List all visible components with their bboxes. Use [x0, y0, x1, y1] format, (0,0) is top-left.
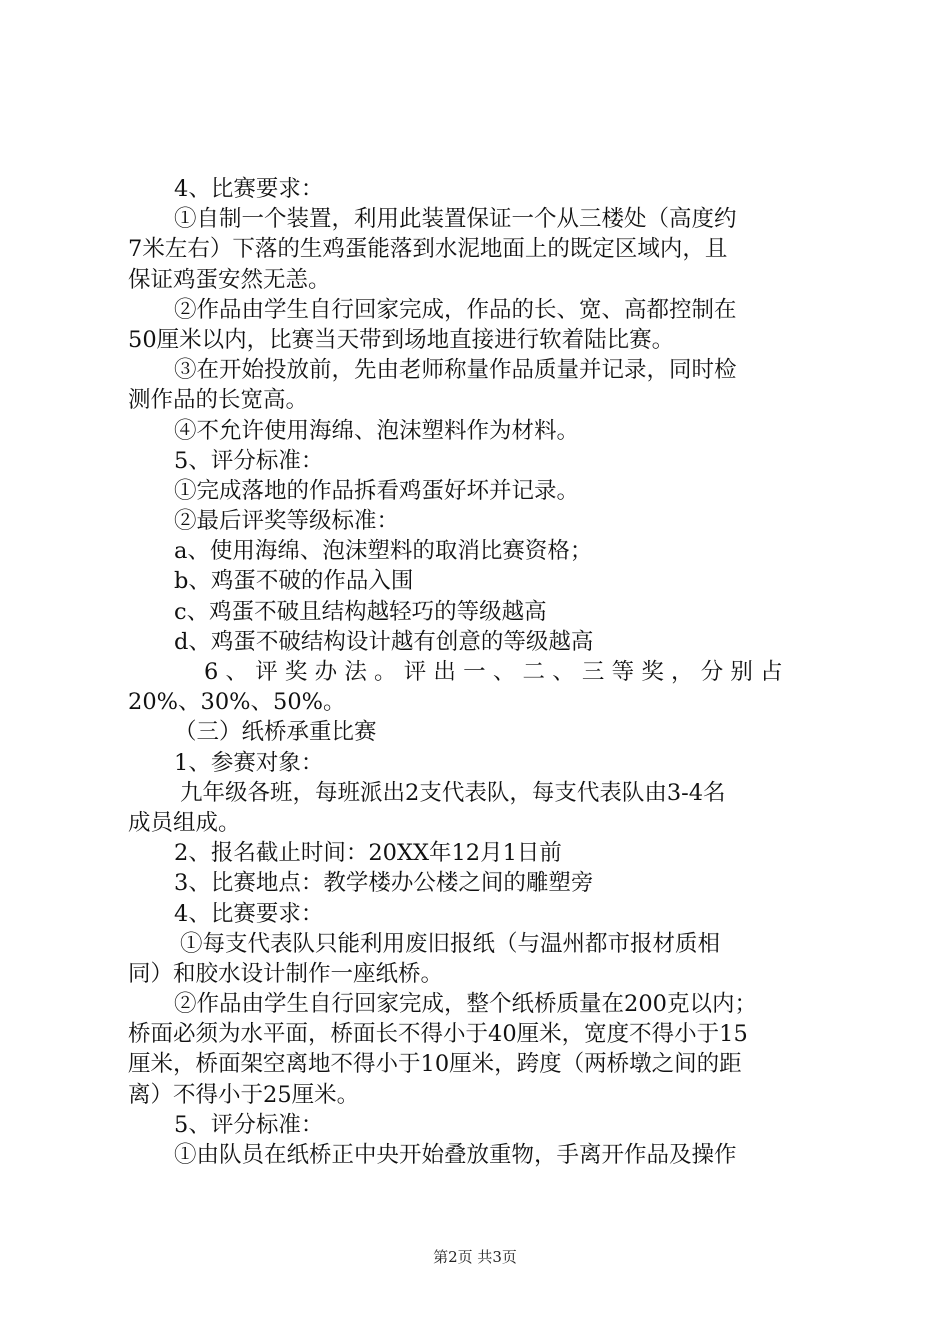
text-line: ①由队员在纸桥正中央开始叠放重物，手离开作品及操作 [174, 1142, 737, 1168]
section-heading: （三）纸桥承重比赛 [174, 719, 377, 746]
text-line: 3、比赛地点：教学楼办公楼之间的雕塑旁 [174, 870, 594, 897]
text-line: 离）不得小于25厘米。 [128, 1081, 360, 1108]
page-footer: 第2页 共3页 [433, 1248, 517, 1266]
text-line: ③在开始投放前，先由老师称量作品质量并记录，同时检 [174, 357, 737, 384]
text-line: 2、报名截止时间：20XX年12月1日前 [174, 840, 562, 867]
text-line: 5、评分标准： [174, 1111, 324, 1138]
text-line: 4、比赛要求： [174, 176, 324, 202]
text-line: 20%、30%、50%。 [128, 689, 346, 716]
text-line: ②最后评奖等级标准： [174, 508, 400, 535]
text-line: ①自制一个装置，利用此装置保证一个从三楼处（高度约 [174, 206, 737, 233]
text-line: a、使用海绵、泡沫塑料的取消比赛资格； [174, 538, 593, 565]
text-line: ①完成落地的作品拆看鸡蛋好坏并记录。 [174, 477, 580, 504]
text-line: 6、评奖办法。评出一、二、三等奖，分别占 [204, 659, 790, 685]
text-line: 成员组成。 [128, 809, 241, 836]
text-line: 5、评分标准： [174, 447, 324, 474]
text-line: 九年级各班，每班派出2支代表队，每支代表队由3-4名 [180, 779, 726, 806]
text-line: 测作品的长宽高。 [128, 387, 309, 414]
text-line: ④不允许使用海绵、泡沫塑料作为材料。 [174, 417, 580, 444]
text-line: ①每支代表队只能利用废旧报纸（与温州都市报材质相 [180, 930, 721, 957]
text-line: 50厘米以内，比赛当天带到场地直接进行软着陆比赛。 [128, 326, 675, 353]
text-line: d、鸡蛋不破结构设计越有创意的等级越高 [174, 628, 594, 655]
text-line: 4、比赛要求： [174, 900, 324, 927]
text-line: 同）和胶水设计制作一座纸桥。 [128, 960, 444, 987]
text-line: 7米左右）下落的生鸡蛋能落到水泥地面上的既定区域内，且 [128, 236, 728, 263]
text-line: 桥面必须为水平面，桥面长不得小于40厘米，宽度不得小于15 [128, 1021, 748, 1048]
text-line: c、鸡蛋不破且结构越轻巧的等级越高 [174, 598, 547, 625]
text-line: ②作品由学生自行回家完成，作品的长、宽、高都控制在 [174, 296, 737, 323]
text-line: 厘米，桥面架空离地不得小于10厘米，跨度（两桥墩之间的距 [128, 1051, 742, 1078]
text-line: ②作品由学生自行回家完成，整个纸桥质量在200克以内； [174, 991, 757, 1018]
text-line: b、鸡蛋不破的作品入围 [174, 568, 414, 595]
text-line: 保证鸡蛋安然无恙。 [128, 266, 331, 293]
document-body [128, 174, 832, 1170]
text-line: 1、参赛对象： [174, 749, 324, 776]
